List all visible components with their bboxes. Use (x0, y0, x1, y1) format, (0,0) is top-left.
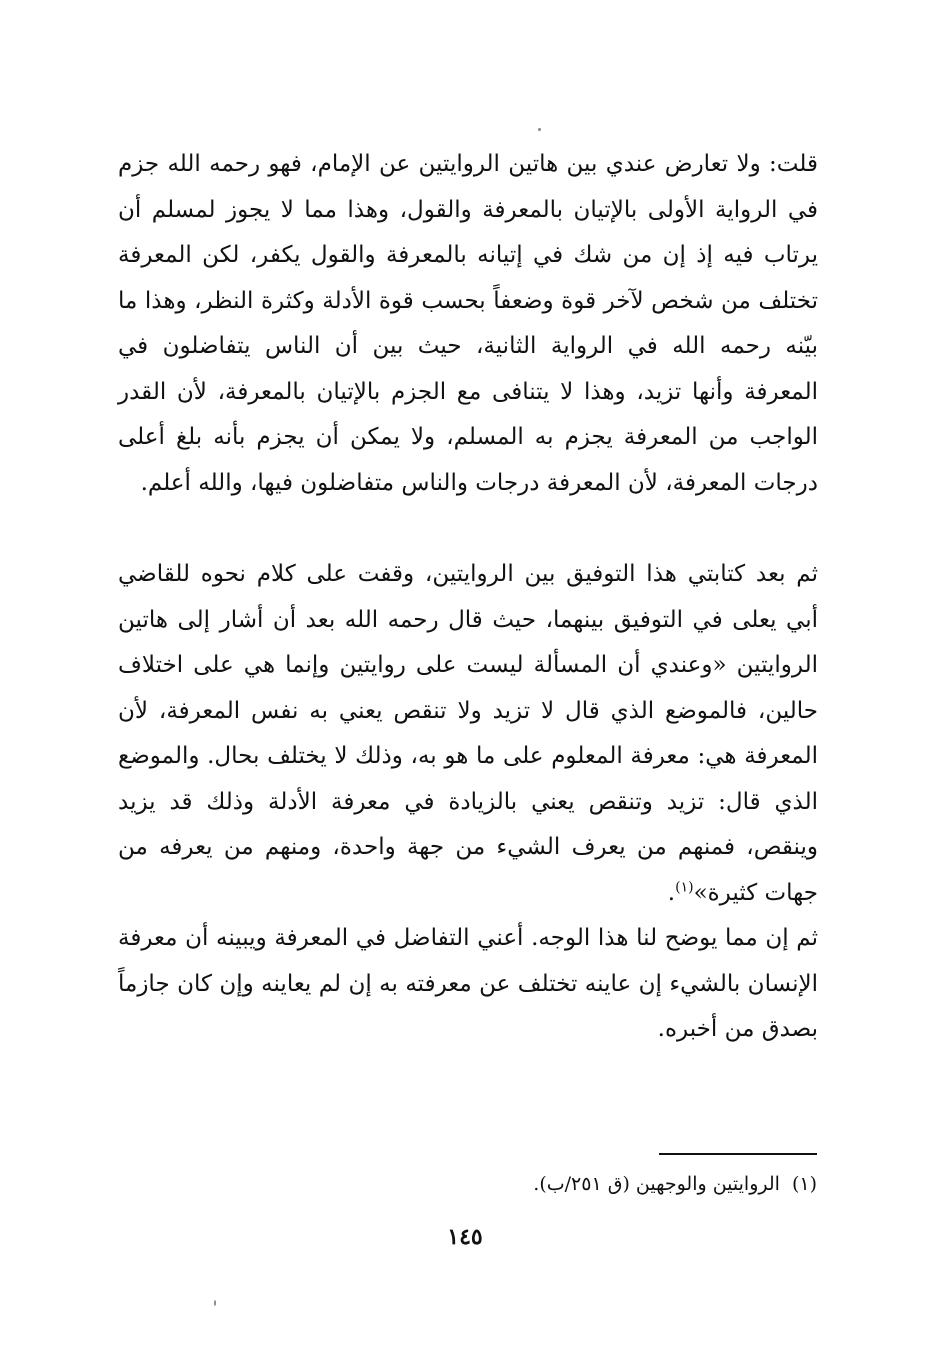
footnote-number: (١) (791, 1173, 817, 1195)
paragraph-3: ثم إن مما يوضح لنا هذا الوجه. أعني التفاضل في المعرفة ويبينه أن معرفة الإنسان بالشيء إن عاينه تختلف عن معرفته به إن لم يعاينه وإن كان جازماً بصدق من أخبره. (118, 925, 818, 1042)
paragraph-2 (118, 552, 818, 916)
page-number: ١٤٥ (447, 1224, 483, 1250)
paragraph-2-text: ثم بعد كتابتي هذا التوفيق بين الروايتين، وقفت على كلام نحوه للقاضي أبي يعلى في التوفيق بينهما، حيث قال رحمه الله بعد أن أشار إلى هاتين الروايتين «وعندي أن المسألة ليست على روايتين وإنما هي على اختلاف حالين، فالموضع الذي قال لا تزيد ولا تنقص يعني به نفس المعرفة، لأن المعرفة هي: معرفة المعلوم على ما هو به، وذلك لا يختلف بحال. والموضع الذي قال: تزيد وتنقص يعني بالزيادة في معرفة الأدلة وذلك قد يزيد وينقص، فمنهم من يعرف الشيء من جهة واحدة، ومنهم من يعرفه من جهات كثيرة» (118, 561, 818, 906)
footnote-reference: (١) (675, 878, 694, 895)
paragraph-2-end: . (667, 879, 676, 906)
footnote-separator (659, 1153, 817, 1155)
paragraph-1: قلت: ولا تعارض عندي بين هاتين الروايتين عن الإمام، فهو رحمه الله جزم في الرواية الأولى بالإتيان بالمعرفة والقول، وهذا مما لا يجوز لمسلم أن يرتاب فيه إذ إن من شك في إتيانه بالمعرفة والقول يكفر، لكن المعرفة تختلف من شخص لآخر قوة وضعفاً بحسب قوة الأدلة وكثرة النظر، وهذا ما بيّنه رحمه الله في الرواية الثانية، حيث بين أن الناس يتفاضلون في المعرفة وأنها تزيد، وهذا لا يتنافى مع الجزم بالإتيان بالمعرفة، لأن القدر الواجب من المعرفة يجزم به المسلم، ولا يمكن أن يجزم بأنه بلغ أعلى درجات المعرفة، لأن المعرفة درجات والناس متفاضلون فيها، والله أعلم. (118, 151, 818, 496)
scan-speck (538, 128, 541, 131)
footnote-text: الروايتين والوجهين (ق ٢٥١/ب). (533, 1173, 780, 1195)
scan-speck (214, 1300, 216, 1306)
footnote (360, 1168, 817, 1200)
